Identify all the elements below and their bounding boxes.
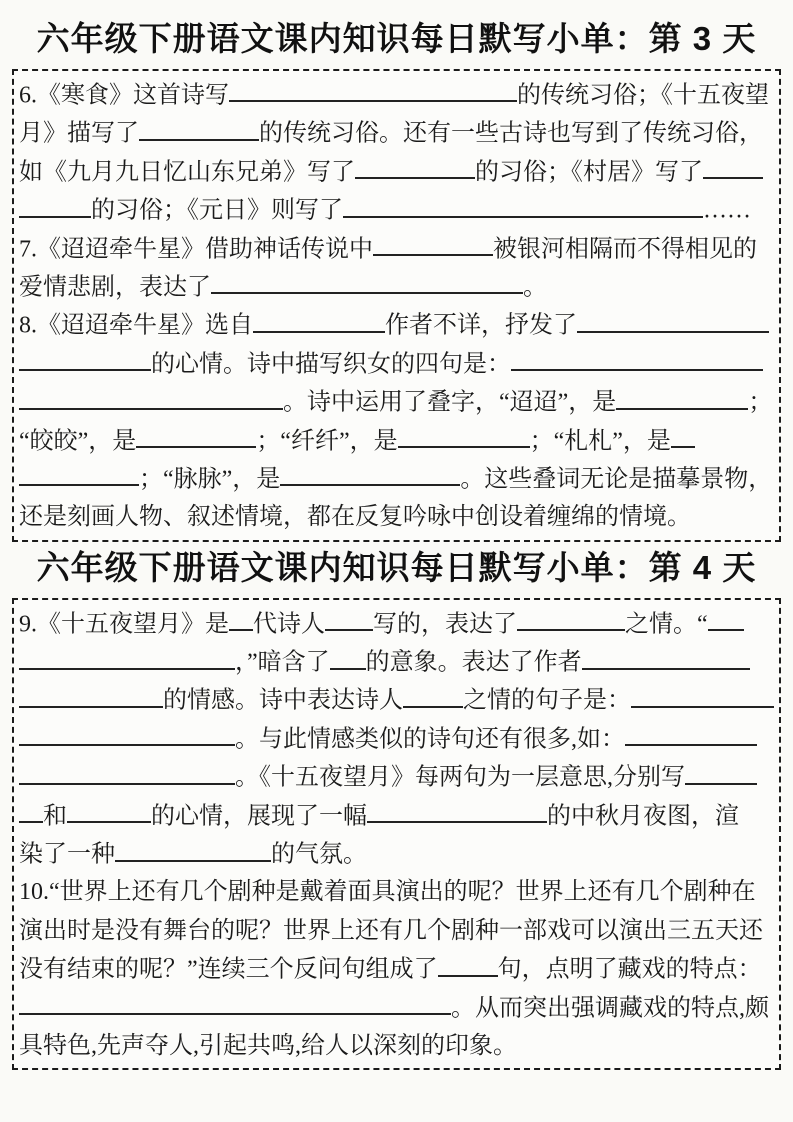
fill-in-blank <box>253 306 385 332</box>
fill-in-blank <box>19 643 235 669</box>
fill-in-blank <box>403 681 463 707</box>
fill-in-blank <box>211 268 523 294</box>
worksheet-line: ，”暗含了 的意象。表达了作者 <box>19 643 774 681</box>
fill-in-blank <box>229 76 517 102</box>
worksheet-line: 。《十五夜望月》每两句为一层意思,分别写 <box>19 758 774 796</box>
fill-in-blank <box>517 605 625 631</box>
fill-in-blank <box>19 681 163 707</box>
worksheet-line: 8.《迢迢牵牛星》选自 作者不详，抒发了 <box>19 306 774 344</box>
fill-in-blank <box>582 643 750 669</box>
worksheet-line: “皎皎”，是 ；“纤纤”，是 ；“札札”，是 <box>19 422 774 460</box>
fill-in-blank <box>19 191 91 217</box>
worksheet-line: 没有结束的呢？”连续三个反问句组成了 句，点明了藏戏的特点： <box>19 950 774 988</box>
question-box-day3 <box>12 69 781 542</box>
question-box-day4 <box>12 598 781 1071</box>
fill-in-blank <box>703 153 763 179</box>
fill-in-blank <box>139 114 259 140</box>
fill-in-blank <box>19 460 139 486</box>
worksheet-line: 爱情悲剧，表达了 。 <box>19 268 774 306</box>
worksheet-line: 的心情。诗中描写织女的四句是： <box>19 345 774 383</box>
fill-in-blank <box>115 835 271 861</box>
fill-in-blank <box>355 153 475 179</box>
fill-in-blank <box>625 720 757 746</box>
fill-in-blank <box>325 605 373 631</box>
fill-in-blank <box>136 422 256 448</box>
fill-in-blank <box>631 681 774 707</box>
fill-in-blank <box>229 605 253 631</box>
worksheet-line: ；“脉脉”，是 。这些叠词无论是描摹景物， <box>19 460 774 498</box>
worksheet-line: 9.《十五夜望月》是 代诗人 写的，表达了 之情。“ <box>19 605 774 643</box>
fill-in-blank <box>19 797 43 823</box>
fill-in-blank <box>367 797 547 823</box>
worksheet-line: 。与此情感类似的诗句还有很多,如： <box>19 720 774 758</box>
fill-in-blank <box>19 383 283 409</box>
worksheet-line: 和 的心情，展现了一幅 的中秋月夜图，渲 <box>19 797 774 835</box>
fill-in-blank <box>511 345 763 371</box>
worksheet-line: 演出时是没有舞台的呢？世界上还有几个剧种一部戏可以演出三五天还 <box>19 917 763 944</box>
fill-in-blank <box>19 720 235 746</box>
fill-in-blank <box>373 230 493 256</box>
worksheet-line: 。从而突出强调藏戏的特点,颇 <box>19 989 774 1027</box>
worksheet-line: 7.《迢迢牵牛星》借助神话传说中 被银河相隔而不得相见的 <box>19 230 774 268</box>
fill-in-blank <box>685 758 757 784</box>
fill-in-blank <box>398 422 530 448</box>
worksheet-line: 染了一种 的气氛。 <box>19 835 774 873</box>
worksheet-line: 还是刻画人物、叙述情境，都在反复吟咏中创设着缠绵的情境。 <box>19 504 691 531</box>
worksheet-line: 具特色,先声夺人,引起共鸣,给人以深刻的印象。 <box>19 1032 517 1059</box>
worksheet-line: 的习俗；《元日》则写了 …… <box>19 191 774 229</box>
worksheet-line: 的情感。诗中表达诗人 之情的句子是： <box>19 681 774 719</box>
fill-in-blank <box>708 605 744 631</box>
fill-in-blank <box>616 383 748 409</box>
fill-in-blank <box>343 191 703 217</box>
fill-in-blank <box>671 422 695 448</box>
worksheet-title-day3: 六年级下册语文课内知识每日默写小单：第 3 天 <box>36 20 757 57</box>
worksheet-line: 如《九月九日忆山东兄弟》写了 的习俗；《村居》写了 <box>19 153 774 191</box>
fill-in-blank <box>19 989 451 1015</box>
worksheet-line: 。诗中运用了叠字，“迢迢”，是 ； <box>19 383 774 421</box>
fill-in-blank <box>67 797 151 823</box>
worksheet-title-day4: 六年级下册语文课内知识每日默写小单：第 4 天 <box>36 548 757 586</box>
fill-in-blank <box>577 306 769 332</box>
fill-in-blank <box>19 758 235 784</box>
fill-in-blank <box>330 643 366 669</box>
fill-in-blank <box>19 345 151 371</box>
fill-in-blank <box>438 950 498 976</box>
worksheet-line: 10.“世界上还有几个剧种是戴着面具演出的呢？世界上还有几个剧种在 <box>19 879 756 906</box>
worksheet-line: 6.《寒食》这首诗写 的传统习俗；《十五夜望 <box>19 76 774 114</box>
fill-in-blank <box>280 460 460 486</box>
worksheet-line: 月》描写了 的传统习俗。还有一些古诗也写到了传统习俗， <box>19 114 774 152</box>
